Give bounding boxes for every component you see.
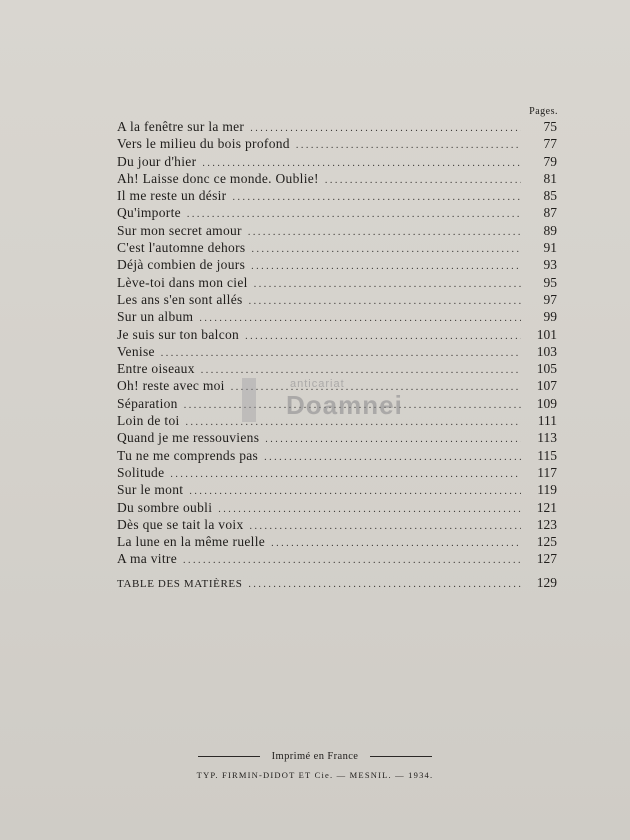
toc-entry	[117, 187, 557, 204]
dot-leader	[189, 483, 521, 500]
toc-entry-page: 75	[543, 119, 557, 134]
toc-entry	[117, 256, 557, 273]
watermark-big-text: Doamnei	[286, 390, 403, 420]
table-of-contents	[117, 118, 557, 591]
toc-entry-title: Les ans s'en sont allés	[117, 291, 243, 307]
toc-entry	[117, 550, 557, 567]
toc-entry-title: Sur mon secret amour	[117, 222, 242, 238]
toc-entry-page: 129	[536, 574, 557, 590]
dot-leader	[264, 449, 521, 466]
toc-entry-title: Loin de toi	[117, 413, 180, 429]
imprint-text: Imprimé en France	[271, 751, 359, 762]
dot-leader	[250, 120, 521, 137]
toc-entry-title: Dès que se tait la voix	[117, 516, 244, 532]
toc-entry	[117, 533, 557, 550]
dot-leader	[232, 189, 521, 206]
toc-entry-title: Je suis sur ton balcon	[117, 326, 240, 342]
watermark-small-text: anticariat	[290, 378, 345, 390]
toc-entry-page: 107	[536, 378, 557, 394]
toc-entry-title: Oh! reste avec moi	[117, 378, 225, 394]
left-rule	[198, 756, 260, 757]
toc-entry	[117, 326, 557, 343]
toc-entry	[117, 239, 557, 256]
toc-entry-table-des-matieres	[117, 574, 557, 591]
dot-leader	[218, 501, 521, 518]
toc-entry	[117, 308, 557, 325]
toc-entry-title: La lune en la même ruelle	[117, 534, 266, 550]
toc-entry	[117, 447, 557, 464]
toc-entry-title: Séparation	[117, 395, 178, 411]
toc-entry	[117, 170, 557, 187]
toc-entry-title: Solitude	[117, 464, 165, 480]
toc-entry-title: Déjà combien de jours	[117, 257, 246, 273]
toc-entry-page: 113	[537, 430, 557, 446]
toc-entry-title: A ma vitre	[117, 551, 177, 567]
dot-leader	[183, 552, 521, 569]
toc-entry-page: 77	[543, 136, 557, 152]
toc-entry-title: Sur le mont	[117, 482, 184, 498]
toc-entry	[117, 153, 557, 170]
dot-leader	[296, 137, 521, 154]
toc-entry	[117, 481, 557, 498]
dot-leader	[248, 576, 521, 593]
toc-entry-page: 93	[543, 257, 557, 273]
colophon-line1	[0, 751, 630, 762]
toc-entry-page: 111	[537, 413, 557, 429]
toc-entry-page: 109	[536, 395, 557, 411]
toc-entry	[117, 291, 557, 308]
toc-entry-title: Lève-toi dans mon ciel	[117, 274, 248, 290]
toc-entry	[117, 222, 557, 239]
toc-entry-title: Qu'importe	[117, 205, 181, 221]
toc-entry-title: A la fenêtre sur la mer	[117, 119, 245, 134]
toc-entry-title: Sur un album	[117, 309, 194, 325]
toc-entry-page: 87	[543, 205, 557, 221]
toc-entry-page: 119	[537, 482, 557, 498]
pages-column-label: Pages.	[529, 106, 558, 117]
toc-entry	[117, 274, 557, 291]
toc-entry	[117, 135, 557, 152]
toc-entry-title: Du jour d'hier	[117, 153, 197, 169]
toc-entry-title: C'est l'automne dehors	[117, 240, 246, 256]
toc-entry-page: 115	[537, 447, 557, 463]
toc-entry-title: TABLE DES MATIÈRES	[117, 577, 243, 590]
dot-leader	[248, 224, 521, 241]
toc-entry-page: 99	[543, 309, 557, 325]
dot-leader	[271, 535, 521, 552]
toc-entry-page: 89	[543, 222, 557, 238]
toc-entry-page: 123	[536, 516, 557, 532]
colophon	[0, 751, 630, 780]
toc-entry-page: 125	[536, 534, 557, 550]
toc-entry-page: 121	[536, 499, 557, 515]
toc-entry-title: Du sombre oubli	[117, 499, 213, 515]
toc-entry-page: 97	[543, 291, 557, 307]
toc-entry	[117, 516, 557, 533]
toc-entry-title: Ah! Laisse donc ce monde. Oublie!	[117, 170, 319, 186]
dot-leader	[199, 310, 521, 327]
watermark-bar	[242, 378, 256, 422]
dot-leader	[161, 345, 521, 362]
toc-entry-page: 105	[536, 361, 557, 377]
toc-entry-title: Venise	[117, 343, 155, 359]
toc-entry-page: 101	[536, 326, 557, 342]
toc-entry-page: 127	[536, 551, 557, 567]
toc-entry-title: Vers le milieu du bois profond	[117, 136, 290, 152]
toc-entry-title: Il me reste un désir	[117, 188, 227, 204]
toc-entry-page: 95	[543, 274, 557, 290]
right-rule	[370, 756, 432, 757]
dot-leader	[170, 466, 521, 483]
toc-entry	[117, 464, 557, 481]
printer-line: TYP. FIRMIN-DIDOT ET Cie. — MESNIL. — 1934.	[196, 770, 434, 780]
toc-entry-title: Quand je me ressouviens	[117, 430, 260, 446]
toc-entry	[117, 343, 557, 360]
toc-entry-title: Entre oiseaux	[117, 361, 195, 377]
toc-entry-title: Tu ne me comprends pas	[117, 447, 259, 463]
dot-leader	[251, 258, 521, 275]
dot-leader	[245, 328, 521, 345]
dot-leader	[249, 293, 521, 310]
dot-leader	[325, 172, 521, 189]
dot-leader	[254, 276, 521, 293]
toc-entry-page: 79	[543, 153, 557, 169]
dot-leader	[265, 431, 521, 448]
toc-entry-page: 117	[537, 464, 557, 480]
toc-entry-page: 103	[536, 343, 557, 359]
dot-leader	[250, 518, 522, 535]
toc-entry-page: 81	[543, 170, 557, 186]
toc-entry	[117, 499, 557, 516]
toc-entry-page: 85	[543, 188, 557, 204]
toc-entry-page: 91	[543, 240, 557, 256]
toc-entry	[117, 118, 557, 135]
toc-entry	[117, 204, 557, 221]
dot-leader	[251, 241, 521, 258]
watermark-logo	[236, 372, 406, 432]
